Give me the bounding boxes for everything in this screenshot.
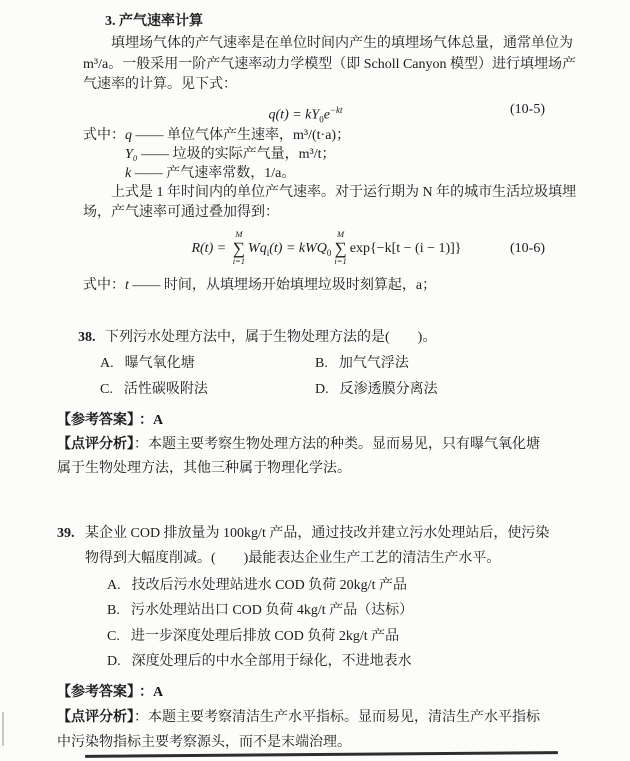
analysis — [57, 433, 598, 481]
formula-term: Wq — [248, 240, 267, 256]
answer-label: 【参考答案】 — [57, 412, 134, 428]
option-text: 反渗透膜分离法 — [339, 381, 438, 397]
variable-description: —— 时间，从填埋场开始填埋垃圾时刻算起，a； — [128, 277, 437, 293]
equation-number: (10-5) — [510, 101, 545, 117]
formula-exp-term: exp{−k[t − (i − 1)]} — [349, 240, 462, 256]
options-list — [107, 573, 598, 675]
analysis-text: ：本题主要考察清洁生产水平指标。显而易见，清洁生产水平指标 中污染物指标主要考察源头，而不是末端治理。 — [57, 709, 540, 750]
where-prefix: 式中： — [83, 277, 125, 293]
option-c — [100, 377, 315, 403]
option-text: 曝气氧化塘 — [124, 355, 195, 371]
question-stem-row — [57, 521, 598, 571]
formula-body: q(t) = kY — [268, 107, 320, 123]
answer-value: ：A — [139, 412, 164, 428]
question-39 — [57, 521, 598, 755]
reference-answer — [57, 409, 598, 433]
formula-subscript: 0 — [319, 113, 324, 124]
paragraph-line: 填埋场气体的产气速率是在单位时间内产生的填埋场气体总量，通常单位为 — [111, 36, 573, 51]
where-line-y0 — [83, 145, 598, 164]
sum-lower-limit: i=1 — [334, 255, 347, 266]
option-a — [100, 351, 315, 377]
options-grid — [100, 351, 598, 403]
reference-answer — [57, 681, 598, 705]
where-prefix — [83, 145, 125, 164]
question-number: 38. — [78, 329, 96, 345]
equation-number: (10-6) — [510, 240, 545, 256]
sum-lower-limit: i=1 — [232, 255, 246, 266]
option-text: 污水处理站出口 COD 负荷 4kg/t 产品（达标） — [130, 603, 414, 618]
paragraph-line: 场，产气速率可通过叠加得到： — [83, 205, 279, 220]
option-letter: B. — [107, 603, 120, 618]
where-line-k — [83, 164, 598, 183]
sigma-glyph: ∑ — [232, 238, 245, 258]
formula-lhs: R(t) = — [191, 240, 230, 256]
option-b — [107, 598, 598, 624]
formula-exponent: −kt — [329, 104, 343, 115]
sigma-glyph: ∑ — [334, 238, 347, 258]
where-prefix: 式中： — [83, 127, 125, 143]
where-line-t — [83, 276, 598, 295]
where-line-q — [83, 126, 598, 145]
option-d — [107, 649, 598, 675]
formula-term: (t) = kWQ — [269, 240, 327, 256]
option-letter: D. — [107, 654, 121, 669]
sum-upper-limit: M — [235, 229, 243, 240]
option-text: 加气气浮法 — [338, 355, 409, 371]
where-prefix — [83, 164, 125, 183]
formula-10-5 — [83, 100, 598, 124]
option-c — [107, 624, 598, 650]
option-text: 进一步深度处理后排放 COD 负荷 2kg/t 产品 — [130, 628, 400, 644]
formula-subscript: i — [266, 247, 270, 258]
option-letter: A. — [107, 577, 121, 593]
summation-symbol — [233, 230, 245, 266]
option-letter: C. — [100, 381, 113, 397]
scan-edge-artifact — [2, 712, 4, 746]
option-a — [107, 573, 598, 599]
analysis-text: ：本题主要考察生物处理方法的种类。显而易见，只有曝气氧化塘 属于生物处理方法，其他三种属于物理化学法。 — [57, 436, 540, 476]
formula-subscript: 0 — [326, 247, 332, 258]
analysis-label: 【点评分析】 — [57, 709, 134, 725]
question-stem-row — [78, 325, 598, 351]
option-text: 活性碳吸附法 — [123, 381, 208, 397]
variable-description: —— 垃圾的实际产气量，m³/t； — [137, 146, 336, 162]
paragraph-line: m³/a。一般采用一阶产气速率动力学模型（即 Scholl Canyon 模型）进行填埋场产 — [83, 56, 577, 72]
variable-symbol: Y₀ — [125, 146, 138, 162]
section-heading: 3. 产气速率计算 — [105, 14, 203, 29]
option-letter: D. — [315, 381, 329, 397]
variable-symbol: t — [125, 277, 129, 293]
formula-e: e — [323, 107, 330, 123]
analysis — [57, 705, 598, 755]
analysis-label: 【点评分析】 — [57, 436, 134, 452]
option-text: 深度处理后的中水全部用于绿化，不进地表水 — [131, 654, 412, 669]
variable-description: —— 产气速率常数，1/a。 — [131, 165, 296, 181]
sum-upper-limit: M — [337, 229, 345, 240]
answer-value: ：A — [139, 684, 164, 700]
answer-label: 【参考答案】 — [57, 684, 134, 700]
question-number: 39. — [57, 525, 75, 541]
superposition-paragraph — [83, 183, 598, 224]
option-d — [315, 377, 598, 403]
paragraph-line: 气速率的计算。见下式： — [83, 77, 237, 92]
formula-10-6 — [83, 228, 598, 270]
option-b — [315, 351, 598, 377]
question-38 — [57, 325, 598, 481]
summation-symbol — [334, 230, 346, 266]
variable-symbol: q — [125, 127, 132, 143]
question-stem: 下列污水处理方法中，属于生物处理方法的是( )。 — [105, 329, 437, 345]
variable-symbol: k — [125, 165, 132, 181]
option-letter: A. — [100, 355, 114, 371]
intro-paragraph — [83, 34, 598, 96]
option-letter: C. — [107, 628, 120, 644]
question-stem: 某企业 COD 排放量为 100kg/t 产品，通过技改并建立污水处理站后，使污染 物得到大幅度削减。( )最能表达企业生产工艺的清洁生产水平。 — [85, 525, 550, 566]
paragraph-line: 上式是 1 年时间内的单位产气速率。对于运行期为 N 年的城市生活垃圾填埋 — [111, 184, 577, 200]
option-letter: B. — [315, 355, 328, 371]
variable-description: —— 单位气体产生速率，m³/(t·a)； — [132, 127, 351, 143]
option-text: 技改后污水处理站进水 COD 负荷 20kg/t 产品 — [131, 577, 407, 593]
where-definitions — [83, 126, 598, 183]
